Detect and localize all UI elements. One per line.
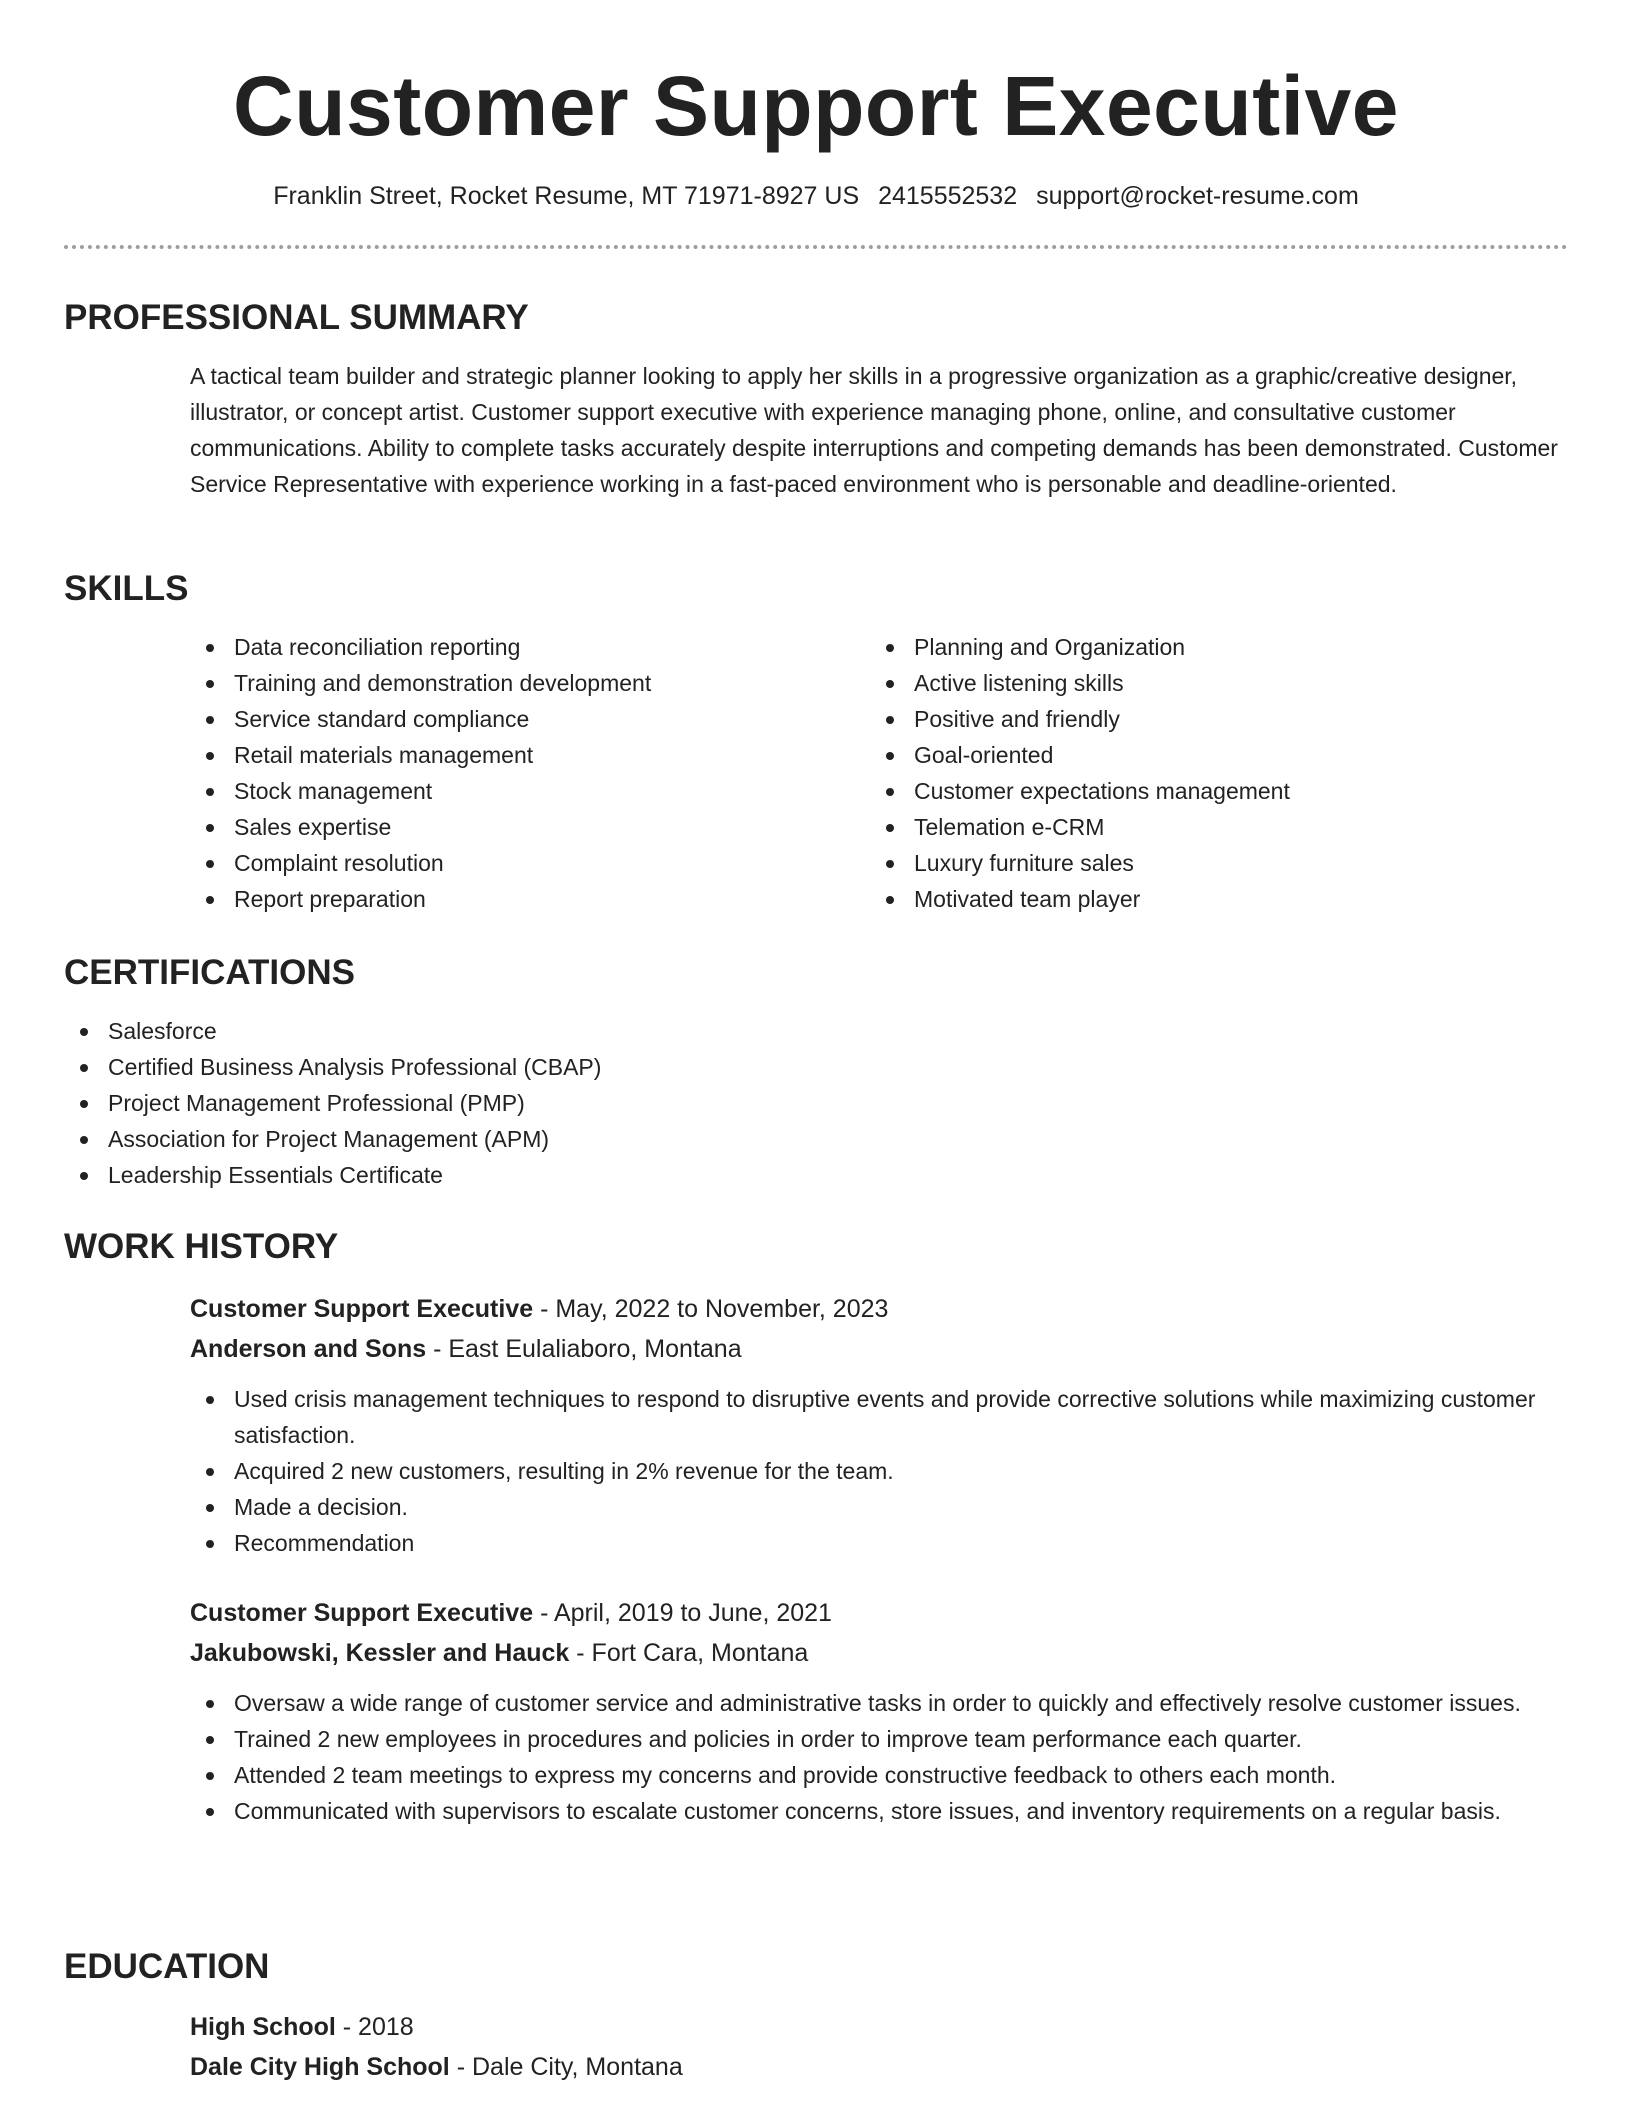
skill-item: Motivated team player (870, 881, 1550, 917)
job-title-line (190, 1289, 1568, 1329)
education-degree: High School (190, 2013, 336, 2041)
education-heading: EDUCATION (64, 1947, 270, 1986)
skill-item: Retail materials management (190, 737, 870, 773)
resume-page (64, 0, 1568, 2081)
job-company-line (190, 1633, 1568, 1673)
certification-item: Project Management Professional (PMP) (64, 1085, 1568, 1121)
work-history-heading: WORK HISTORY (64, 1227, 339, 1266)
skills-list-right (870, 629, 1550, 917)
skill-item: Positive and friendly (870, 701, 1550, 737)
job-dates: - April, 2019 to June, 2021 (533, 1599, 832, 1627)
skill-item: Active listening skills (870, 665, 1550, 701)
job-dates: - May, 2022 to November, 2023 (533, 1295, 889, 1323)
education-section (64, 1947, 1568, 2087)
job-entry (190, 1289, 1568, 1561)
skill-item: Report preparation (190, 881, 870, 917)
contact-line (64, 181, 1568, 211)
skill-item: Stock management (190, 773, 870, 809)
work-history-section (64, 1227, 1568, 1829)
skill-item: Goal-oriented (870, 737, 1550, 773)
summary-text: A tactical team builder and strategic planner looking to apply her skills in a progressive organization as a graphic/creative designer, illustrator, or concept artist. Customer support executive with experience managing phone, online, and consultative customer communications. Ability to complete tasks accurately despite interruptions and competing demands has been demonstrated. Customer Service Representative with experience working in a fast-paced environment who is personable and deadline-oriented. (190, 363, 1558, 497)
contact-address: Franklin Street, Rocket Resume, MT 71971-8927 US (273, 182, 860, 210)
education-school-line (190, 2047, 1568, 2087)
certification-item: Salesforce (64, 1013, 1568, 1049)
certifications-section (64, 953, 1568, 1193)
skills-list-left (190, 629, 870, 917)
summary-section (64, 298, 1568, 502)
skill-item: Luxury furniture sales (870, 845, 1550, 881)
job-location: - East Eulaliaboro, Montana (426, 1335, 742, 1363)
summary-heading: PROFESSIONAL SUMMARY (64, 298, 529, 337)
skills-section (64, 569, 1568, 917)
skills-heading: SKILLS (64, 569, 189, 608)
job-bullet: Used crisis management techniques to respond to disruptive events and provide corrective solutions while maximizing customer satisfaction. (190, 1381, 1568, 1453)
job-company: Jakubowski, Kessler and Hauck (190, 1639, 570, 1667)
job-bullets (190, 1685, 1568, 1829)
skill-item: Sales expertise (190, 809, 870, 845)
job-location: - Fort Cara, Montana (569, 1639, 809, 1667)
skill-item: Training and demonstration development (190, 665, 870, 701)
header-divider (64, 245, 1568, 249)
job-entry (190, 1593, 1568, 1829)
skill-item: Service standard compliance (190, 701, 870, 737)
job-title-line (190, 1593, 1568, 1633)
education-location: - Dale City, Montana (449, 2053, 683, 2081)
certification-item: Association for Project Management (APM) (64, 1121, 1568, 1157)
education-degree-line (190, 2007, 1568, 2047)
skill-item: Customer expectations management (870, 773, 1550, 809)
education-entry (190, 2007, 1568, 2087)
skills-columns (190, 629, 1568, 917)
skill-item: Planning and Organization (870, 629, 1550, 665)
job-bullet: Acquired 2 new customers, resulting in 2% revenue for the team. (190, 1453, 1568, 1489)
contact-email: support@rocket-resume.com (1036, 182, 1359, 210)
job-company: Anderson and Sons (190, 1335, 427, 1363)
job-role: Customer Support Executive (190, 1599, 534, 1627)
job-bullet: Made a decision. (190, 1489, 1568, 1525)
certifications-list (64, 1013, 1568, 1193)
certifications-heading: CERTIFICATIONS (64, 953, 356, 992)
job-bullet: Oversaw a wide range of customer service and administrative tasks in order to quickly and effectively resolve customer issues. (190, 1685, 1568, 1721)
job-bullet: Recommendation (190, 1525, 1568, 1561)
job-role: Customer Support Executive (190, 1295, 534, 1323)
skill-item: Data reconciliation reporting (190, 629, 870, 665)
education-year: - 2018 (335, 2013, 414, 2041)
certification-item: Certified Business Analysis Professional (CBAP) (64, 1049, 1568, 1085)
job-bullets (190, 1381, 1568, 1561)
job-bullet: Trained 2 new employees in procedures and policies in order to improve team performance each quarter. (190, 1721, 1568, 1757)
skill-item: Telemation e-CRM (870, 809, 1550, 845)
job-bullet: Attended 2 team meetings to express my concerns and provide constructive feedback to others each month. (190, 1757, 1568, 1793)
certification-item: Leadership Essentials Certificate (64, 1157, 1568, 1193)
education-school: Dale City High School (190, 2053, 450, 2081)
job-bullet: Communicated with supervisors to escalate customer concerns, store issues, and inventory requirements on a regular basis. (190, 1793, 1568, 1829)
resume-title: Customer Support Executive (233, 59, 1399, 153)
job-company-line (190, 1329, 1568, 1369)
skill-item: Complaint resolution (190, 845, 870, 881)
contact-phone: 2415552532 (878, 182, 1018, 210)
